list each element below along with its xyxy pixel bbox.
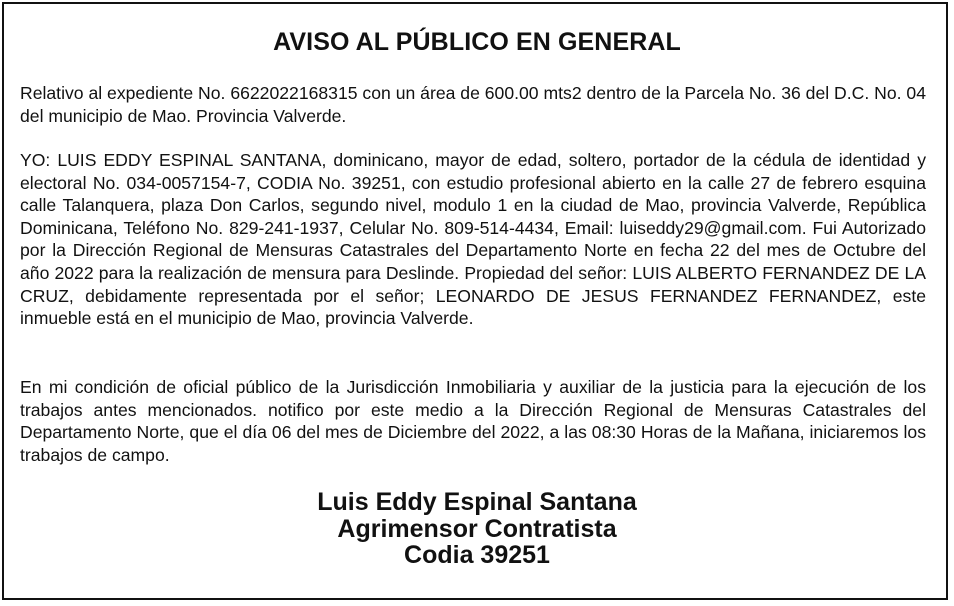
signature-role: Agrimensor Contratista xyxy=(337,514,617,543)
signature-name: Luis Eddy Espinal Santana xyxy=(317,488,637,516)
notice-title: AVISO AL PÚBLICO EN GENERAL xyxy=(273,28,681,56)
signature-block xyxy=(0,489,954,569)
notification-paragraph: En mi condición de oficial público de la Jurisdicción Inmobiliaria y auxiliar de la justicia para la ejecución de los trabajos antes mencionados. notifico por este medio a la Dirección Regional de Mensuras Catastrales del Departamento Norte, que el día 06 del mes de Diciembre del 2022, a las 08:30 Horas de la Mañana, iniciaremos los trabajos de campo. xyxy=(20,377,926,465)
reference-paragraph: Relativo al expediente No. 6622022168315 con un área de 600.00 mts2 dentro de la Parcela No. 36 del D.C. No. 04 del municipio de Mao. Provincia Valverde. xyxy=(20,83,926,126)
signature-codia: Codia 39251 xyxy=(404,541,550,569)
declarant-paragraph: YO: LUIS EDDY ESPINAL SANTANA, dominicano, mayor de edad, soltero, portador de la cédula de identidad y electoral No. 034-0057154-7, CODIA No. 39251, con estudio profesional abierto en la calle 27 de febrero esquina calle Talanquera, plaza Don Carlos, segundo nivel, modulo 1 en la ciudad de Mao, provincia Valverde, República Dominicana, Teléfono No. 829-241-1937, Celular No. 809-514-4434, Email: luiseddy29@gmail.com. Fui Autorizado por la Dirección Regional de Mensuras Catastrales del Departamento Norte en fecha 22 del mes de Octubre del año 2022 para la realización de mensura para Deslinde. Propiedad del señor: LUIS ALBERTO FERNANDEZ DE LA CRUZ, debidamente representada por el señor; LEONARDO DE JESUS FERNANDEZ FERNANDEZ, este inmueble está en el municipio de Mao, provincia Valverde. xyxy=(20,150,926,329)
